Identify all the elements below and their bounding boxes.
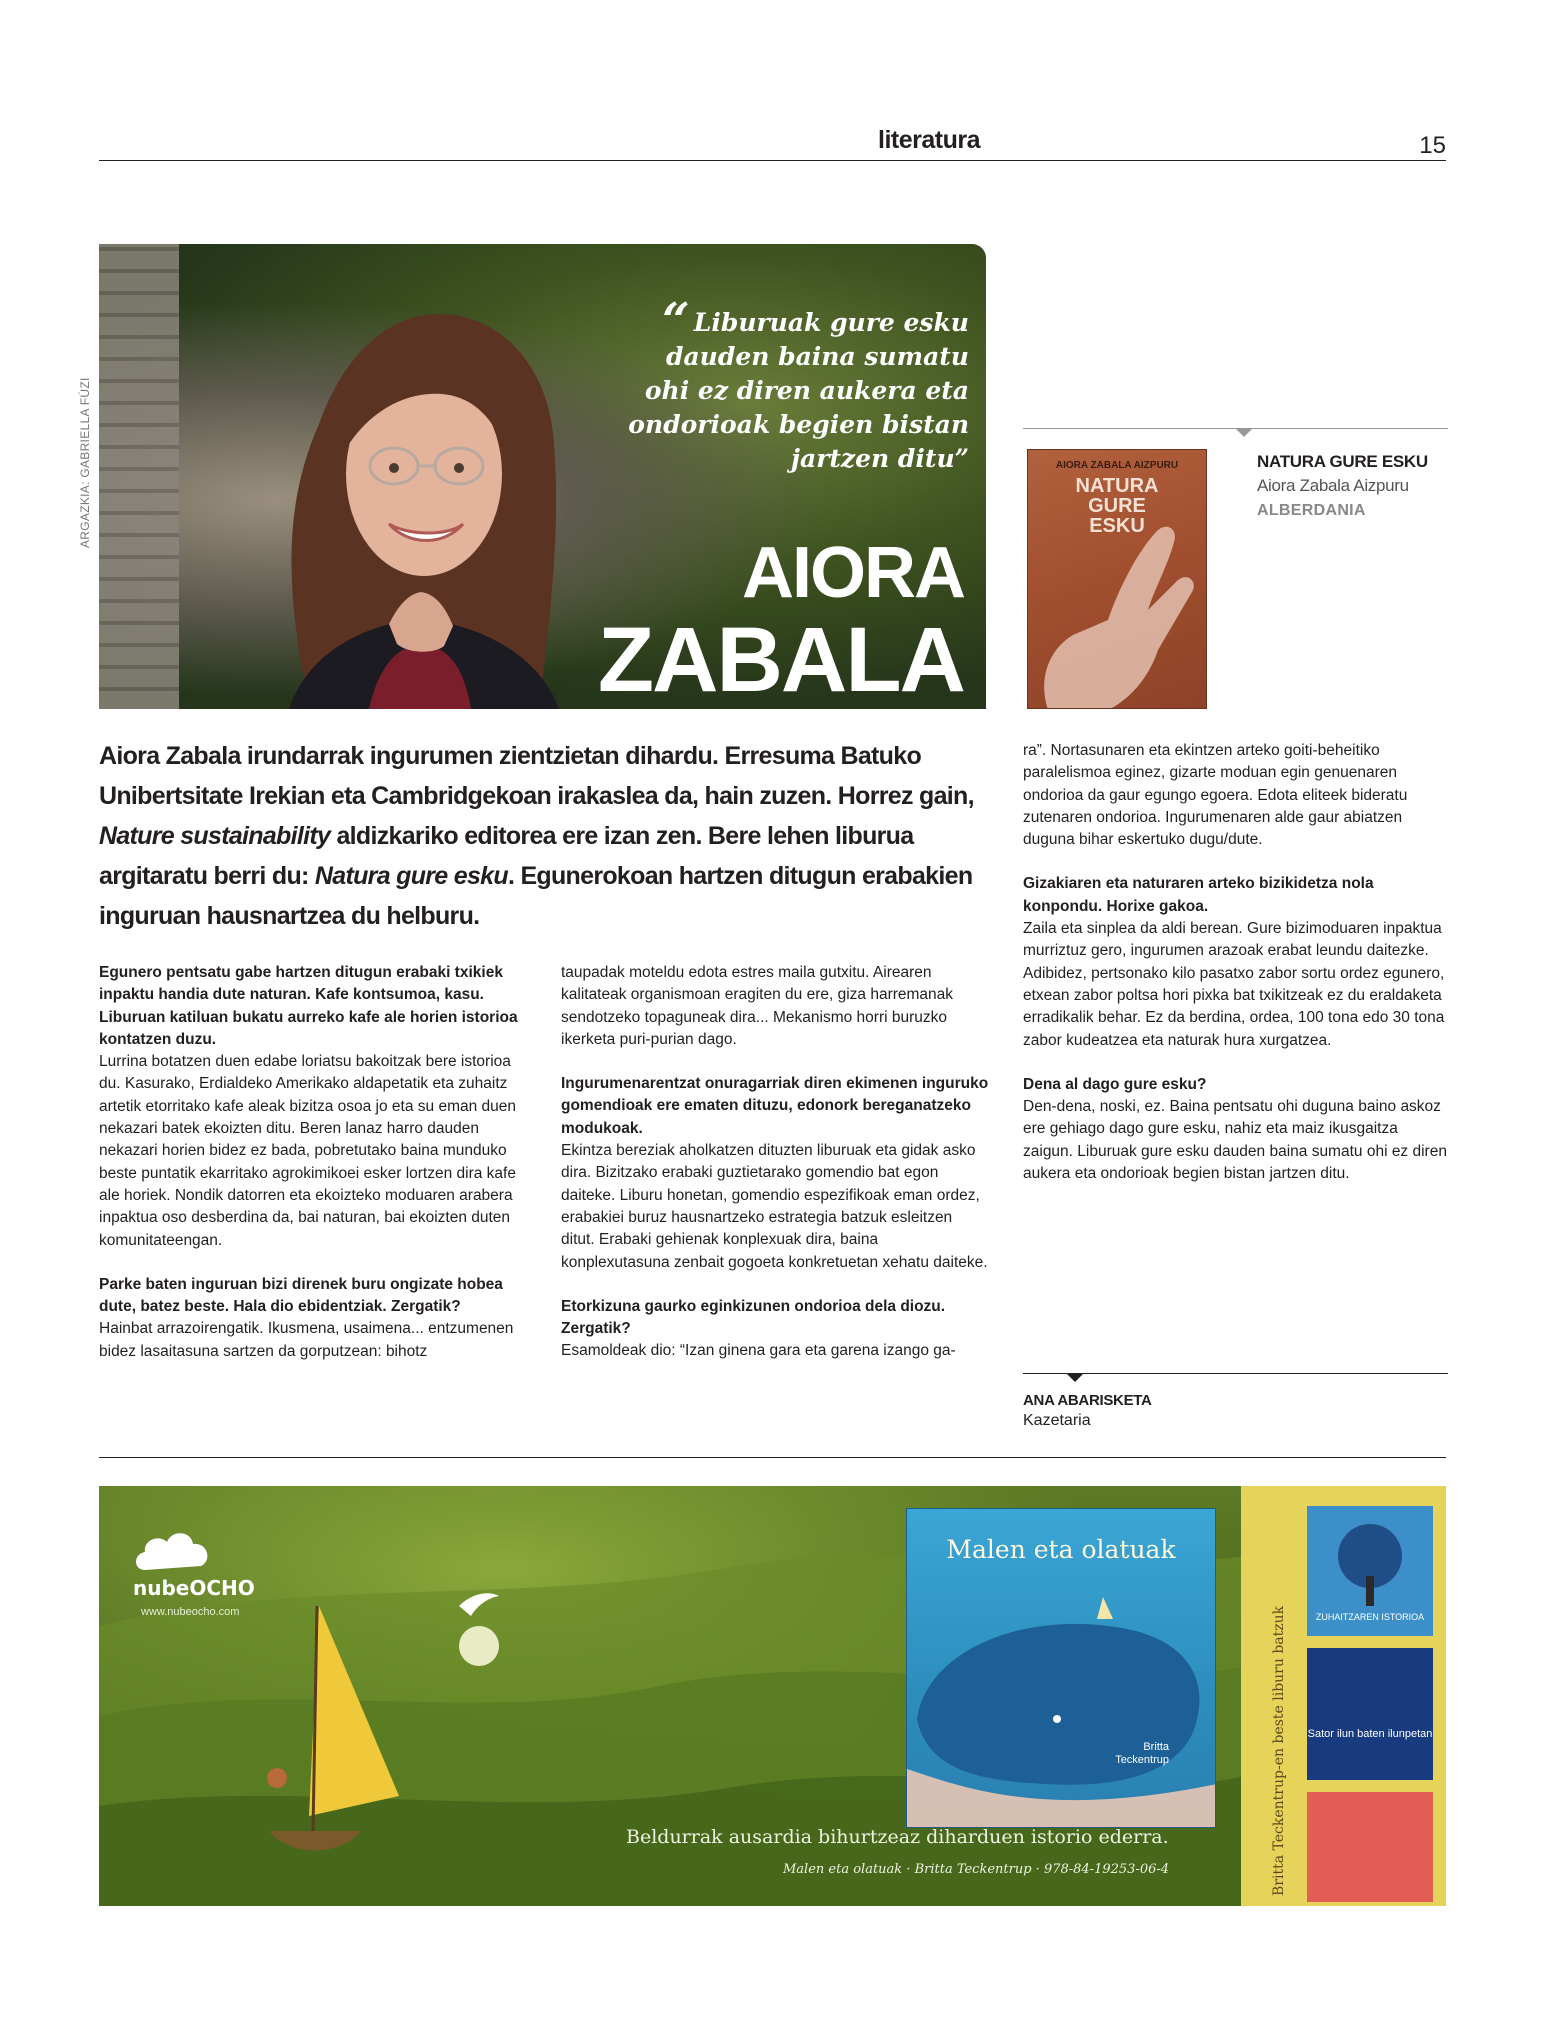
- book-box-pointer-icon: [1236, 429, 1252, 437]
- ad-separator-rule: [99, 1457, 1446, 1458]
- answer: Zaila eta sinplea da aldi berean. Gure bizimoduaren inpaktua murriztuz gero, ingurumen arazoak erabat leundu daitezke. Adibidez, pertsonako kilo pasatxo zabor sortu ordez egunero, etxean zabor poltsa hori pixka bat txikitzeak ez du eraldaketa erradikalik behar. Ez da berdina, ordea, 100 tona edo 30 tona zabor kudeatzea eta naturak hura xurgatzea.: [1023, 920, 1445, 1049]
- ad-book-author-last: Teckentrup: [1115, 1754, 1169, 1766]
- qa-block: [99, 1274, 527, 1363]
- answer-continued: taupadak moteldu edota estres maila gutxitu. Airearen kalitateak organismoan eragiten du ere, giza harremanak sendotzeko topaguneak dira... Mekanismo horri buruzko ikerketa puri-purian dago.: [561, 964, 954, 1048]
- photo-credit: ARGAZKIA: GABRIELLA FÚZI: [78, 377, 92, 548]
- ad-mini-book-1-title: ZUHAITZAREN ISTORIOA: [1315, 1612, 1425, 1622]
- quote-mark-icon: “: [662, 293, 690, 349]
- ad-book-cover: [906, 1508, 1216, 1828]
- book-title: NATURA GURE ESKU: [1257, 452, 1428, 471]
- pull-quote: [619, 293, 969, 476]
- interviewee-first-name: AIORA: [742, 533, 964, 613]
- book-cover-title-line-1: NATURA: [1075, 475, 1159, 497]
- article-column-3: [1023, 740, 1448, 1207]
- signature-pointer-icon: [1067, 1374, 1083, 1382]
- ad-strip-text: Britta Teckentrup-en beste liburu batzuk: [1271, 1605, 1287, 1896]
- hero-photo: [99, 244, 986, 709]
- ad-tagline: Beldurrak ausardia bihurtzeaz diharduen istorio ederra.: [626, 1826, 1169, 1848]
- intro-journal-name: Nature sustainability: [99, 822, 331, 850]
- qa-block: [1023, 873, 1448, 1051]
- article-column-2: [561, 962, 989, 1385]
- qa-block: [1023, 1074, 1448, 1185]
- question: Egunero pentsatu gabe hartzen ditugun erabaki txikiek inpaktu handia dute naturan. Kafe kontsumoa, kasu. Liburuan katiluan bukatu aurreko kafe ale horien istorioa kontatzen duzu.: [99, 964, 518, 1048]
- interviewee-last-name: ZABALA: [597, 609, 964, 709]
- book-cover: [1027, 449, 1207, 709]
- author-role: Kazetaria: [1023, 1412, 1091, 1429]
- whale-icon: [907, 1569, 1216, 1828]
- answer: Hainbat arrazoirengatik. Ikusmena, usaimena... entzumenen bidez lasaitasuna sartzen da gorputzean: bihotz: [99, 1320, 514, 1360]
- section-title: literatura: [878, 126, 980, 154]
- question: Gizakiaren eta naturaren arteko bizikidetza nola konpondu. Horixe gakoa.: [1023, 875, 1374, 915]
- qa-block: [561, 1073, 989, 1274]
- answer: Lurrina botatzen duen edabe loriatsu bakoitzak bere istorioa du. Kasurako, Erdialdeko Amerikako aldapetatik eta zuhaitz artetik etorritako kafe aleak bizitza osoa jo eta su eman duen nekazari batek ekoizten ditu. Beren lanaz harro dauden nekazari horien bidez ez bada, pobretutako baina munduko beste puntatik ekarritako agrokimikoei esker lortzen dira kafe ale horiek. Nondik datorren eta ekoizteko moduaren arabera inpaktua oso desberdina da, bai naturan, bai ekoizten duten komunitateengan.: [99, 1053, 517, 1249]
- book-publisher: ALBERDANIA: [1257, 502, 1366, 519]
- signature-rule: [1023, 1373, 1448, 1374]
- answer: Ekintza bereziak aholkatzen dituzten liburuak eta gidak asko dira. Bizitzako erabaki guztietarako gomendio bat egon daiteke. Liburu honetan, gomendio espezifikoak eman ordez, erabakiei buruz hausnartzeko estrategia batzuk esleitzen ditut. Erabaki gehienak konplexuak dira, baina konplexutasuna zenbait gogoeta konkretuetan xehatu daiteke.: [561, 1142, 988, 1271]
- question: Parke baten inguruan bizi direnek buru ongizate hobea dute, batez beste. Hala dio ebidentziak. Zergatik?: [99, 1275, 503, 1316]
- book-cover-title-line-2: GURE: [1088, 495, 1146, 517]
- article-column-1: [99, 962, 527, 1385]
- hand-icon: [1028, 510, 1207, 709]
- answer: Esamoldeak dio: “Izan ginena gara eta garena izango ga-: [561, 1342, 956, 1360]
- portrait-illustration: [249, 274, 589, 709]
- ad-mini-book-1: [1307, 1506, 1433, 1636]
- intro-text-2: aldizkariko editorea ere izan zen. Bere lehen liburua argitaratu berri du:: [99, 822, 914, 890]
- author-name: ANA ABARISKETA: [1023, 1392, 1152, 1409]
- pull-quote-text: Liburuak gure esku dauden baina sumatu ohi ez diren aukera eta ondorioak begien bistan jartzen ditu”: [628, 308, 969, 473]
- question: Etorkizuna gaurko eginkizunen ondorioa dela diozu. Zergatik?: [561, 1297, 946, 1338]
- ad-book-author-first: Britta: [1143, 1741, 1169, 1753]
- ad-brand-name: nubeOCHO: [133, 1576, 255, 1600]
- book-cover-title-line-3: ESKU: [1089, 515, 1145, 537]
- answer-continued: ra”. Nortasunaren eta ekintzen arteko goiti-beheitiko paralelismoa eginez, gizarte moduan egin genuenaren ondorioa da gaur egungo egoera. Edota eliteek bideratu zutenaren ondorioa. Ingurumenaren alde gaur abiatzen duguna bihar eskertuko dugu/dute.: [1023, 742, 1408, 849]
- qa-block: [561, 1296, 989, 1363]
- page-number: 15: [1419, 132, 1446, 159]
- book-author: Aiora Zabala Aizpuru: [1257, 476, 1409, 495]
- ad-website: www.nubeocho.com: [141, 1606, 240, 1618]
- ad-book-details: Malen eta olatuak · Britta Teckentrup · 978-84-19253-06-4: [783, 1862, 1170, 1877]
- intro-paragraph: [99, 736, 979, 936]
- book-cover-author: AIORA ZABALA AIZPURU: [1055, 460, 1179, 471]
- header-rule: [99, 160, 1446, 161]
- cloud-logo-icon: [133, 1526, 213, 1576]
- ad-mini-book-2-title: Sator ilun baten ilunpetan: [1307, 1728, 1433, 1740]
- advertisement: [99, 1486, 1446, 1906]
- ad-book-author: [1115, 1741, 1169, 1767]
- question: Dena al dago gure esku?: [1023, 1075, 1207, 1093]
- ad-book-title: Malen eta olatuak: [946, 1535, 1176, 1564]
- intro-text-1: Aiora Zabala irundarrak ingurumen zientzietan dihardu. Erresuma Batuko Unibertsitate Irekian eta Cambridgekoan irakaslea da, hain zuzen. Horrez gain,: [99, 742, 974, 810]
- answer: Den-dena, noski, ez. Baina pentsatu ohi duguna baino askoz ere gehiago dago gure esku, nahiz eta maiz ikusgaitza zaigun. Liburuak gure esku dauden baina sumatu ohi ez diren aukera eta ondorioak begien bistan jartzen ditu.: [1023, 1098, 1447, 1183]
- stone-wall: [99, 244, 179, 709]
- intro-book-name: Natura gure esku: [314, 862, 508, 890]
- ad-mini-book-2: [1307, 1648, 1433, 1780]
- qa-block: [99, 962, 527, 1252]
- ad-mini-book-3: [1307, 1792, 1433, 1902]
- question: Ingurumenarentzat onuragarriak diren ekimenen inguruko gomendioak ere ematen dituzu, edonork bereganatzeko modukoak.: [561, 1075, 989, 1137]
- intro-text-3: . Egunerokoan hartzen ditugun erabakien inguruan hausnartzea du helburu.: [99, 862, 973, 930]
